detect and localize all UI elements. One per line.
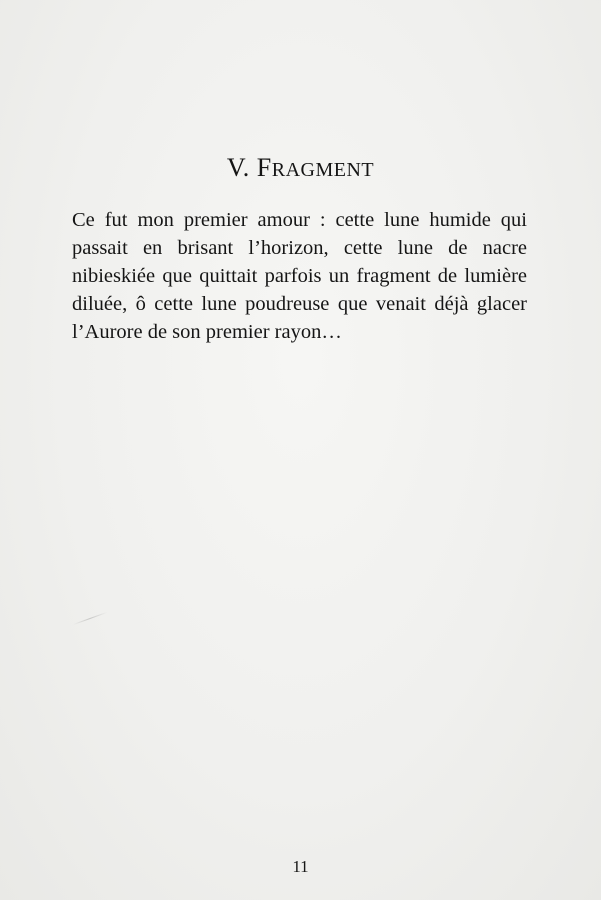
chapter-title-smallcaps: RAGMENT [271,159,375,181]
chapter-title [0,152,601,186]
page-number: 11 [292,857,309,876]
poem-paragraph: Ce fut mon premier amour : cette lune humide qui passait en brisant l’horizon, cette lune de nacre nibieskiée que quittait parfois un fragment de lumière diluée, ô cette lune poudreuse que venait déjà glacer l’Aurore de son premier rayon… [72,209,527,343]
paper-crease-mark [73,612,107,625]
chapter-title-prefix: V. F [226,153,272,182]
